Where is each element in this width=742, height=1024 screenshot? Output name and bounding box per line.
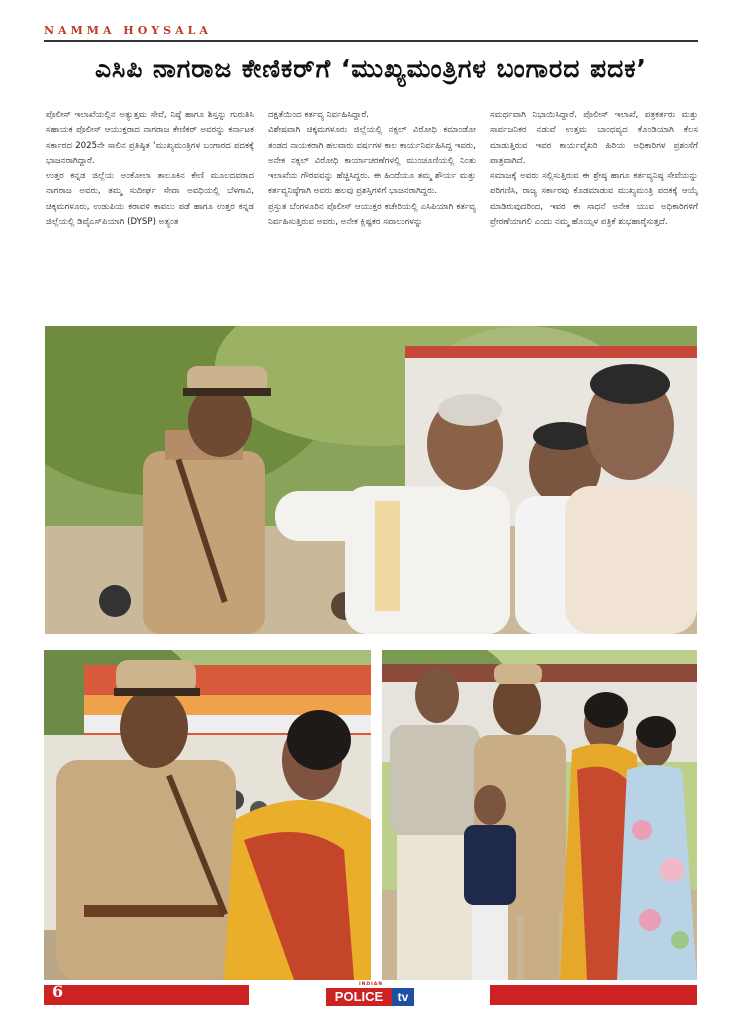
- photo-officer-with-spouse: [44, 650, 371, 980]
- masthead: NAMMA HOYSALA: [44, 24, 212, 37]
- logo-small-text: INDIAN: [358, 982, 384, 987]
- footer-bar-right: [490, 985, 697, 1005]
- paragraph: ಉತ್ತರ ಕನ್ನಡ ಜಿಲ್ಲೆಯ ಅಂಕೋಲಾ ತಾಲೂಕಿನ ಕೇಣಿ ಮೂಲದವರಾದ ನಾಗರಾಜ ಅವರು, ತಮ್ಮ ಸುದೀರ್ಘ ಸೇವಾ ಅವಧಿಯಲ್ಲಿ ಬೆಳಗಾವಿ, ಚಿಕ್ಕಮಗಳೂರು, ಉಡುಪಿಯ ಕರಾವಳಿ ಕಾವಲು ಪಡೆ ಹಾಗೂ ಉತ್ತರ ಕನ್ನಡ ಜಿಲ್ಲೆಯಲ್ಲಿ ಡಿವೈಎಸ್‌ಪಿಯಾಗಿ (DYSP) ಅತ್ಯಂತ: [46, 171, 254, 228]
- paragraph: ವಿಶೇಷವಾಗಿ ಚಿಕ್ಕಮಗಳೂರು ಜಿಲ್ಲೆಯಲ್ಲಿ ನಕ್ಸಲ್ ವಿರೋಧಿ ಕಮಾಂಡೋ ತಂಡದ ನಾಯಕರಾಗಿ ಹಲವಾರು ವರ್ಷಗಳ ಕಾಲ ಕಾರ್ಯನಿರ್ವಹಿಸಿದ್ದ ಇವರು, ಅನೇಕ ನಕ್ಸಲ್ ವಿರೋಧಿ ಕಾರ್ಯಾಚರಣೆಗಳಲ್ಲಿ ಮುಂಚೂಣಿಯಲ್ಲಿ ನಿಂತು ಇಲಾಖೆಯ ಗೌರವವನ್ನು ಹೆಚ್ಚಿಸಿದ್ದರು. ಈ ಹಿಂದೆಯೂ ತಮ್ಮ ಶೌರ್ಯ ಮತ್ತು ಕರ್ತವ್ಯನಿಷ್ಠೆಗಾಗಿ ಅವರು ಹಲವು ಪ್ರಶಸ್ತಿಗಳಿಗೆ ಭಾಜನರಾಗಿದ್ದರು.: [268, 125, 476, 197]
- paragraph: ಸಮರ್ಥವಾಗಿ ನಿಭಾಯಿಸಿದ್ದಾರೆ. ಪೊಲೀಸ್ ಇಲಾಖೆ, ಪತ್ರಕರ್ತರು ಮತ್ತು ಸಾರ್ವಜನಿಕರ ನಡುವೆ ಉತ್ತಮ ಬಾಂಧವ್ಯದ ಕೊಂಡಿಯಾಗಿ ಕೆಲಸ ಮಾಡುತ್ತಿರುವ ಇವರ ಕಾರ್ಯವೈಖರಿ ಹಿರಿಯ ಅಧಿಕಾರಿಗಳ ಪ್ರಶಂಸೆಗೆ ಪಾತ್ರವಾಗಿದೆ.: [490, 110, 698, 166]
- main-photo-medal-ceremony: [45, 326, 697, 634]
- article-column-3: [490, 108, 698, 230]
- headline: ಎಸಿಪಿ ನಾಗರಾಜ ಕೇಣಿಕರ್‌ಗೆ ‘ಮುಖ್ಯಮಂತ್ರಿಗಳ ಬಂಗಾರದ ಪದಕ’: [95, 54, 647, 83]
- logo-main-text: POLICE: [326, 988, 392, 1006]
- paragraph: ಸಮಾಜಕ್ಕೆ ಅವರು ಸಲ್ಲಿಸುತ್ತಿರುವ ಈ ಶ್ರೇಷ್ಠ ಹಾಗೂ ಕರ್ತವ್ಯನಿಷ್ಠ ಸೇವೆಯನ್ನು ಪರಿಗಣಿಸಿ, ರಾಜ್ಯ ಸರ್ಕಾರವು ಕೊಡಮಾಡುವ ಮುಖ್ಯಮಂತ್ರಿ ಪದಕಕ್ಕೆ ಆಯ್ಕೆ ಮಾಡಿರುವುದರಿಂದ, ಇವರ ಈ ಸಾಧನೆ ಅನೇಕ ಯುವ ಅಧಿಕಾರಿಗಳಿಗೆ ಪ್ರೇರಣೆಯಾಗಲಿ ಎಂದು ನಮ್ಮ ಹೊಯ್ಸಳ ಪತ್ರಿಕೆ ಶುಭಹಾರೈಸುತ್ತದೆ.: [490, 171, 698, 228]
- paragraph: ಪ್ರಸ್ತುತ ಬೆಂಗಳೂರಿನ ಪೊಲೀಸ್ ಆಯುಕ್ತರ ಕಚೇರಿಯಲ್ಲಿ ಎಸಿಪಿಯಾಗಿ ಕರ್ತವ್ಯ ನಿರ್ವಹಿಸುತ್ತಿರುವ ಅವರು, ಅನೇಕ ಕ್ಲಿಷ್ಟಕರ ಸವಾಲುಗಳನ್ನು: [268, 201, 476, 228]
- masthead-rule: [44, 40, 698, 42]
- paragraph: ದಕ್ಷತೆಯಿಂದ ಕರ್ತವ್ಯ ನಿರ್ವಹಿಸಿದ್ದಾರೆ.: [268, 110, 369, 120]
- paragraph: ಪೊಲೀಸ್ ಇಲಾಖೆಯಲ್ಲಿನ ಅತ್ಯುತ್ತಮ ಸೇವೆ, ನಿಷ್ಠೆ ಹಾಗೂ ಶಿಸ್ತನ್ನು ಗುರುತಿಸಿ ಸಹಾಯಕ ಪೊಲೀಸ್ ಆಯುಕ್ತರಾದ ನಾಗರಾಜ ಕೇಣಿಕರ್ ಅವರನ್ನು ಕರ್ನಾಟಕ ಸರ್ಕಾರದ 2025ನೇ ಸಾಲಿನ ಪ್ರತಿಷ್ಠಿತ ‘ಮುಖ್ಯಮಂತ್ರಿಗಳ ಬಂಗಾರದ ಪದಕಕ್ಕೆ ಭಾಜನರಾಗಿದ್ದಾರೆ.: [46, 110, 254, 166]
- article-column-2: [268, 108, 476, 230]
- footer-bar-left: [44, 985, 249, 1005]
- article-column-1: [46, 108, 254, 230]
- logo-tv-text: tv: [392, 988, 414, 1006]
- page-number: 6: [52, 982, 64, 1001]
- indian-police-tv-logo: [326, 983, 416, 1007]
- photo-officer-with-family: [382, 650, 697, 980]
